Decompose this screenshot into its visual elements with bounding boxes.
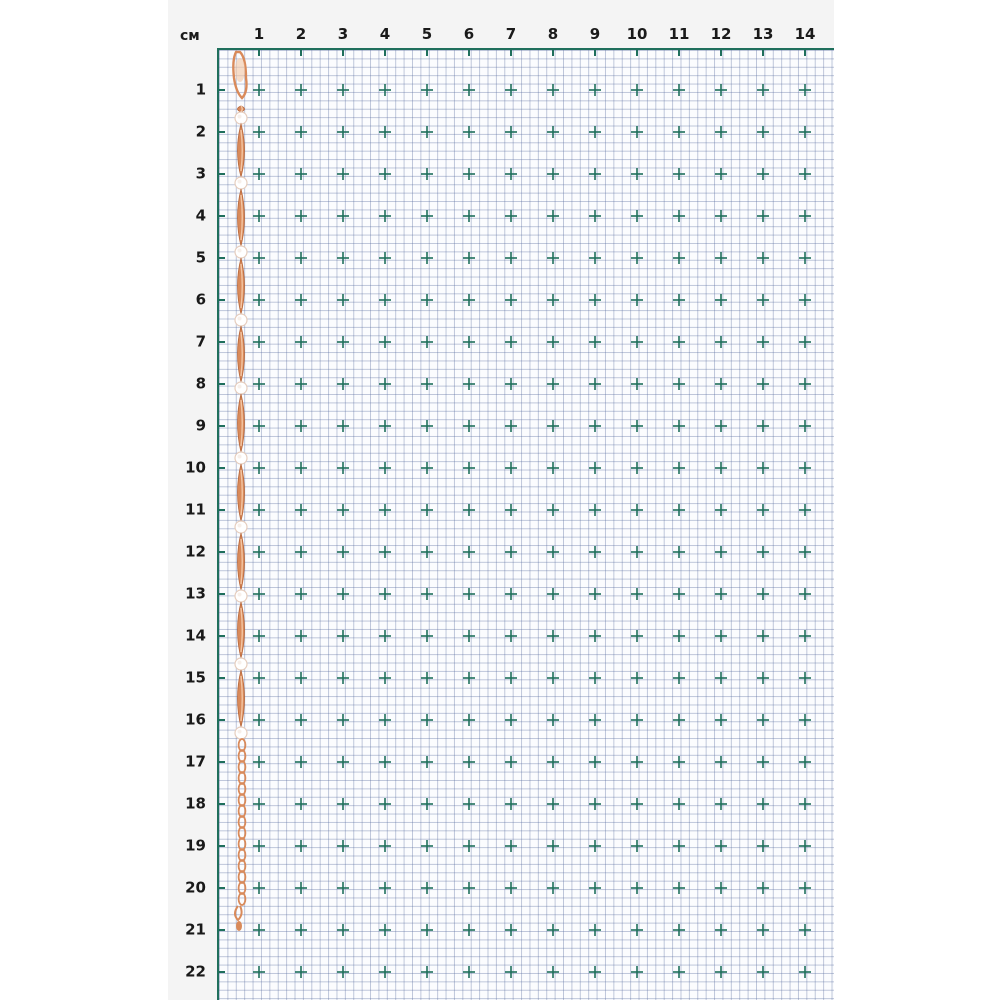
gem-shine <box>238 730 242 734</box>
row-label: 16 <box>185 710 206 729</box>
gem-shine <box>238 180 242 184</box>
gem-shine <box>238 115 242 119</box>
row-label: 5 <box>195 248 206 267</box>
gem <box>235 452 247 464</box>
gem <box>235 658 247 670</box>
bracelet-image <box>233 52 247 931</box>
gem <box>235 727 247 739</box>
gem-shine <box>238 385 242 389</box>
column-label: 11 <box>668 25 690 43</box>
column-label: 9 <box>589 25 601 43</box>
gem <box>235 382 247 394</box>
row-label: 17 <box>185 752 206 771</box>
clasp-shine <box>235 58 245 82</box>
column-label: 10 <box>626 25 648 43</box>
column-label: 8 <box>547 25 559 43</box>
gem <box>235 314 247 326</box>
row-label: 18 <box>185 794 206 813</box>
unit-label: см <box>180 28 200 44</box>
row-label: 4 <box>195 206 206 225</box>
gem-shine <box>238 524 242 528</box>
row-label: 12 <box>185 542 206 561</box>
row-label: 13 <box>185 584 206 603</box>
column-label: 6 <box>463 25 475 43</box>
row-label: 9 <box>195 416 206 435</box>
column-label: 14 <box>794 25 816 43</box>
gem <box>235 521 247 533</box>
end-hook <box>235 906 242 920</box>
row-label: 11 <box>185 500 206 519</box>
row-label: 7 <box>195 332 206 351</box>
gem-shine <box>238 249 242 253</box>
row-label: 20 <box>185 878 206 897</box>
gem <box>235 112 247 124</box>
gem <box>235 246 247 258</box>
gem-shine <box>238 455 242 459</box>
gem-shine <box>238 661 242 665</box>
column-label: 2 <box>295 25 307 43</box>
column-label: 7 <box>505 25 517 43</box>
row-label: 1 <box>195 80 206 99</box>
column-label: 13 <box>752 25 774 43</box>
row-label: 10 <box>185 458 206 477</box>
row-label: 21 <box>185 920 206 939</box>
cross-markers <box>217 48 811 978</box>
row-label: 14 <box>185 626 206 645</box>
gem-shine <box>238 317 242 321</box>
row-label: 2 <box>195 122 206 141</box>
gem-shine <box>238 593 242 597</box>
column-label: 1 <box>253 25 265 43</box>
end-tag <box>236 921 242 931</box>
row-label: 6 <box>195 290 206 309</box>
row-label: 15 <box>185 668 206 687</box>
column-label: 4 <box>379 25 391 43</box>
gem <box>235 177 247 189</box>
gem <box>235 590 247 602</box>
column-label: 12 <box>710 25 732 43</box>
row-label: 8 <box>195 374 206 393</box>
column-label: 5 <box>421 25 433 43</box>
row-label: 19 <box>185 836 206 855</box>
row-label: 22 <box>185 962 206 981</box>
row-label: 3 <box>195 164 206 183</box>
column-label: 3 <box>337 25 349 43</box>
